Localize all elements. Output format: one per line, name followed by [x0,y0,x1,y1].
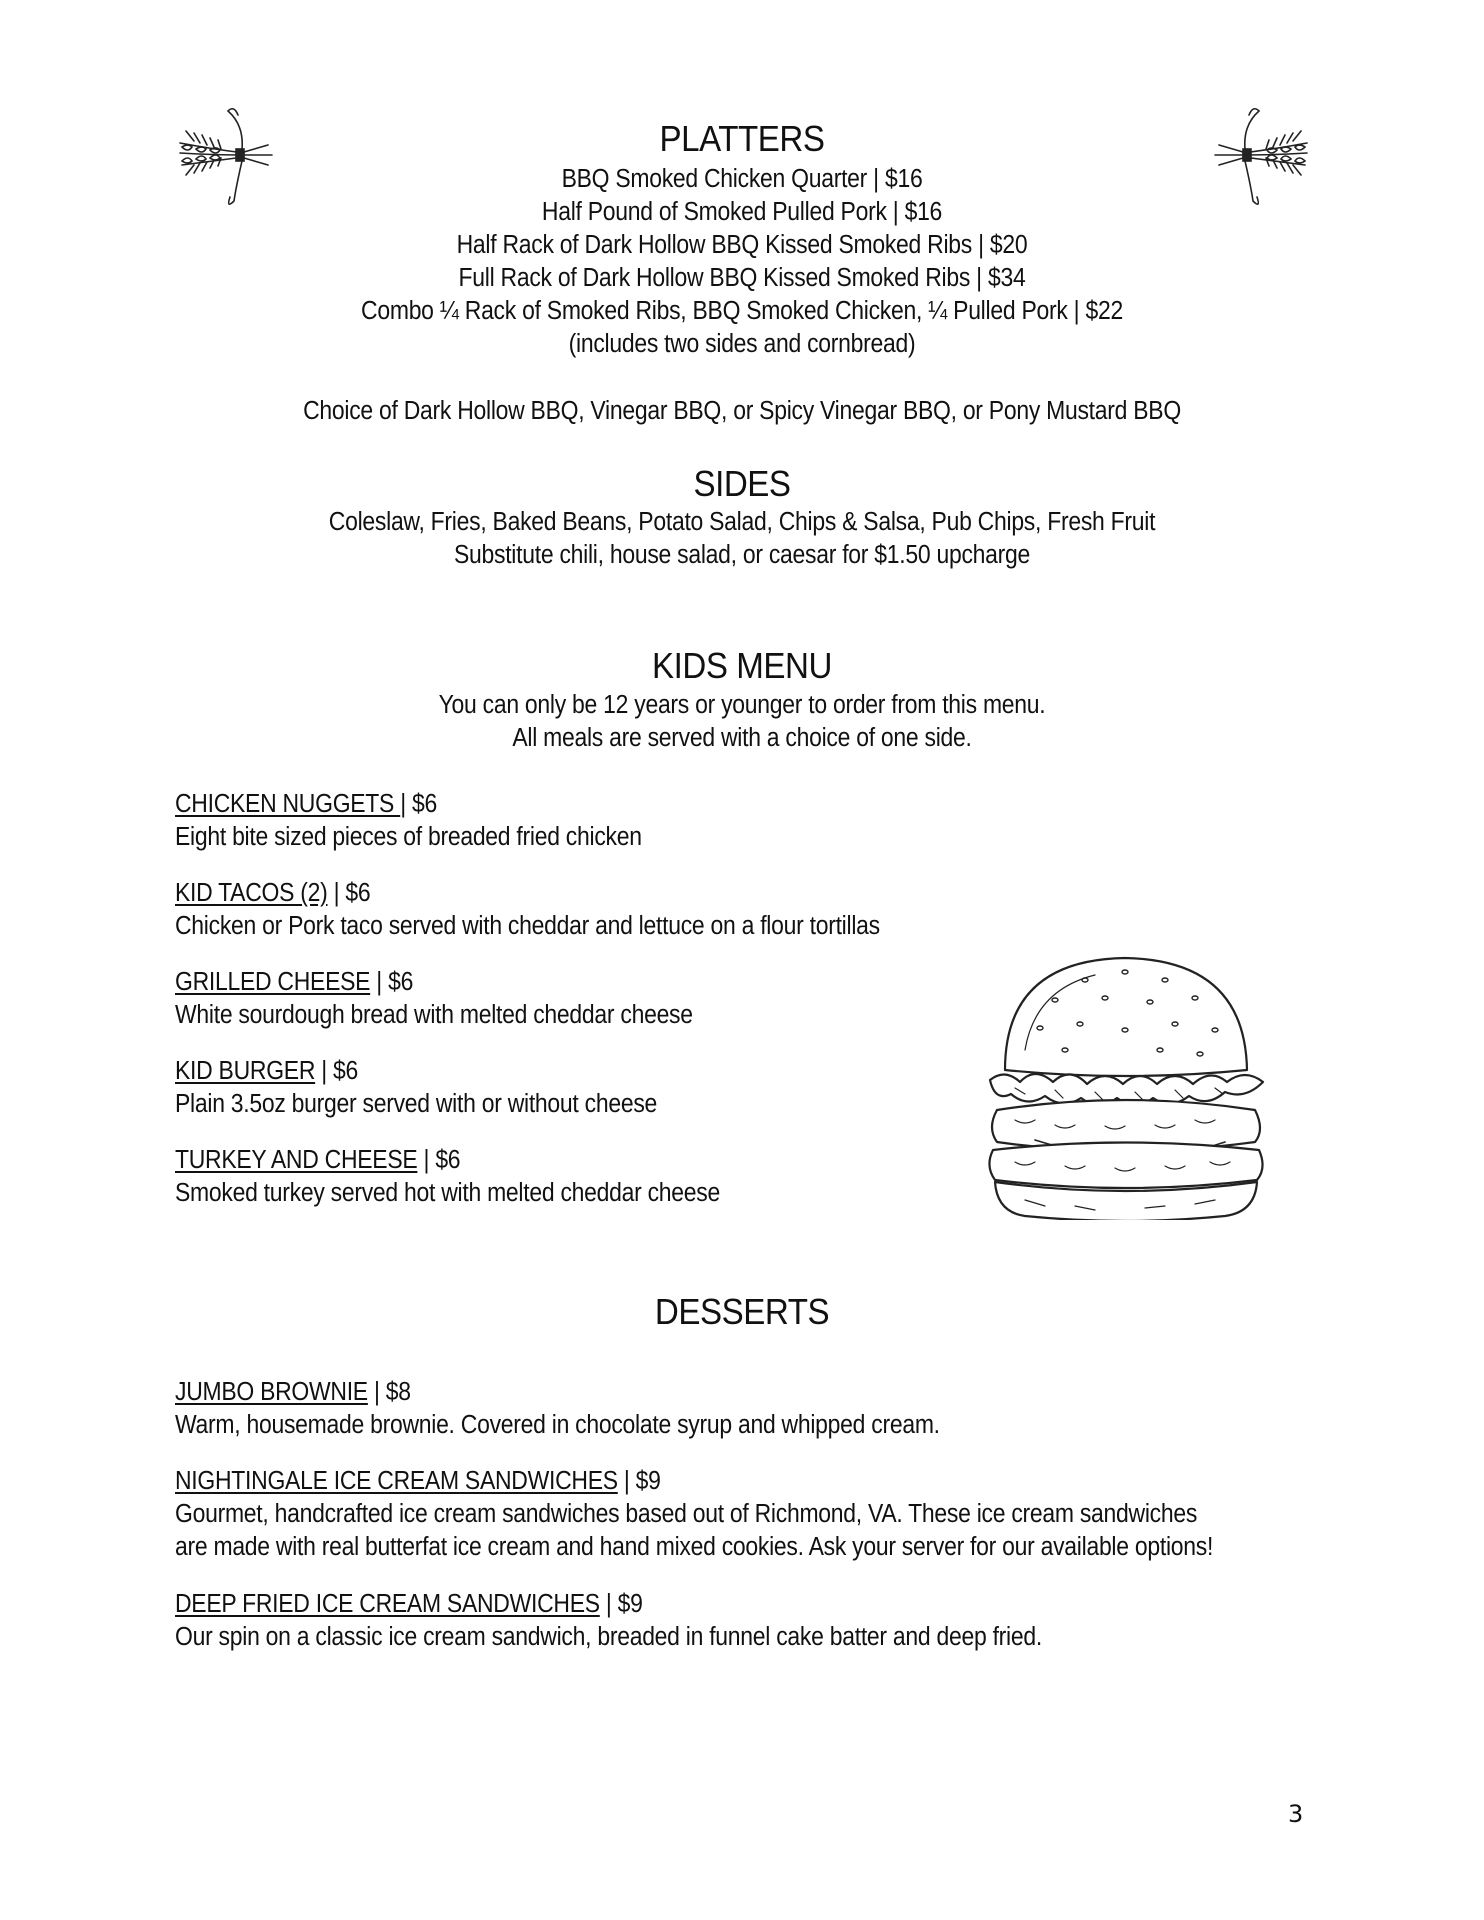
dessert-item-desc: are made with real butterfat ice cream and hand mixed cookies. Ask your server for our available options! [175,1533,1214,1561]
dessert-item-desc: Gourmet, handcrafted ice cream sandwiches based out of Richmond, VA. These ice cream sandwiches [175,1500,1198,1528]
kids-item-title [175,968,413,997]
kids-item-price: | $6 [315,1057,359,1085]
burger-illustration [975,950,1275,1220]
kids-item-title [175,790,437,819]
kids-item-name: GRILLED CHEESE [175,968,371,996]
kids-menu-note: You can only be 12 years or younger to order from this menu. [438,691,1046,719]
platter-note: (includes two sides and cornbread) [568,330,916,358]
dessert-item-price: | $9 [617,1467,661,1495]
dessert-item-desc: Our spin on a classic ice cream sandwich, breaded in funnel cake batter and deep fried. [175,1623,1042,1651]
kids-item-title [175,879,370,908]
kids-item-desc: Chicken or Pork taco served with cheddar and lettuce on a flour tortillas [175,912,880,940]
kids-item-title [175,1057,358,1086]
platter-item: BBQ Smoked Chicken Quarter | $16 [561,165,923,193]
sides-heading: SIDES [693,463,791,504]
dessert-item-title [175,1378,411,1407]
dessert-item-name: DEEP FRIED ICE CREAM SANDWICHES [175,1590,600,1618]
sides-substitute: Substitute chili, house salad, or caesar for $1.50 upcharge [453,541,1031,569]
kids-item-name: KID BURGER [175,1057,316,1085]
kids-item-desc: White sourdough bread with melted cheddar cheese [175,1001,693,1029]
dessert-item-name: NIGHTINGALE ICE CREAM SANDWICHES [175,1467,618,1495]
platter-item: Full Rack of Dark Hollow BBQ Kissed Smoked Ribs | $34 [458,264,1026,292]
dessert-item-name: JUMBO BROWNIE [175,1378,368,1406]
kids-menu-note: All meals are served with a choice of one side. [512,724,972,752]
desserts-heading: DESSERTS [654,1291,830,1332]
page-number: 3 [1288,1800,1304,1828]
kids-item-desc: Plain 3.5oz burger served with or without cheese [175,1090,658,1118]
kids-item-desc: Smoked turkey served hot with melted cheddar cheese [175,1179,720,1207]
kids-item-price: | $6 [417,1146,461,1174]
kids-item-title [175,1146,460,1175]
platter-item: Half Rack of Dark Hollow BBQ Kissed Smoked Ribs | $20 [456,231,1028,259]
kids-item-price: | $6 [327,879,371,907]
kids-menu-heading: KIDS MENU [652,645,832,686]
sides-list: Coleslaw, Fries, Baked Beans, Potato Salad, Chips & Salsa, Pub Chips, Fresh Fruit [328,508,1156,536]
dessert-item-price: | $9 [599,1590,643,1618]
dessert-item-title [175,1467,661,1496]
kids-item-name: KID TACOS (2) [175,879,328,907]
dessert-item-desc: Warm, housemade brownie. Covered in chocolate syrup and whipped cream. [175,1411,940,1439]
sauce-choice: Choice of Dark Hollow BBQ, Vinegar BBQ, or Spicy Vinegar BBQ, or Pony Mustard BBQ [303,397,1181,425]
kids-item-price: | $6 [400,790,437,818]
platter-item: Half Pound of Smoked Pulled Pork | $16 [541,198,943,226]
platter-item: Combo ¼ Rack of Smoked Ribs, BBQ Smoked Chicken, ¼ Pulled Pork | $22 [361,297,1123,325]
platters-heading: PLATTERS [659,118,825,159]
kids-item-desc: Eight bite sized pieces of breaded fried chicken [175,823,642,851]
dessert-item-price: | $8 [367,1378,411,1406]
kids-item-name: TURKEY AND CHEESE [175,1146,418,1174]
kids-item-price: | $6 [370,968,414,996]
kids-item-name: CHICKEN NUGGETS [175,790,401,818]
dessert-item-title [175,1590,643,1619]
